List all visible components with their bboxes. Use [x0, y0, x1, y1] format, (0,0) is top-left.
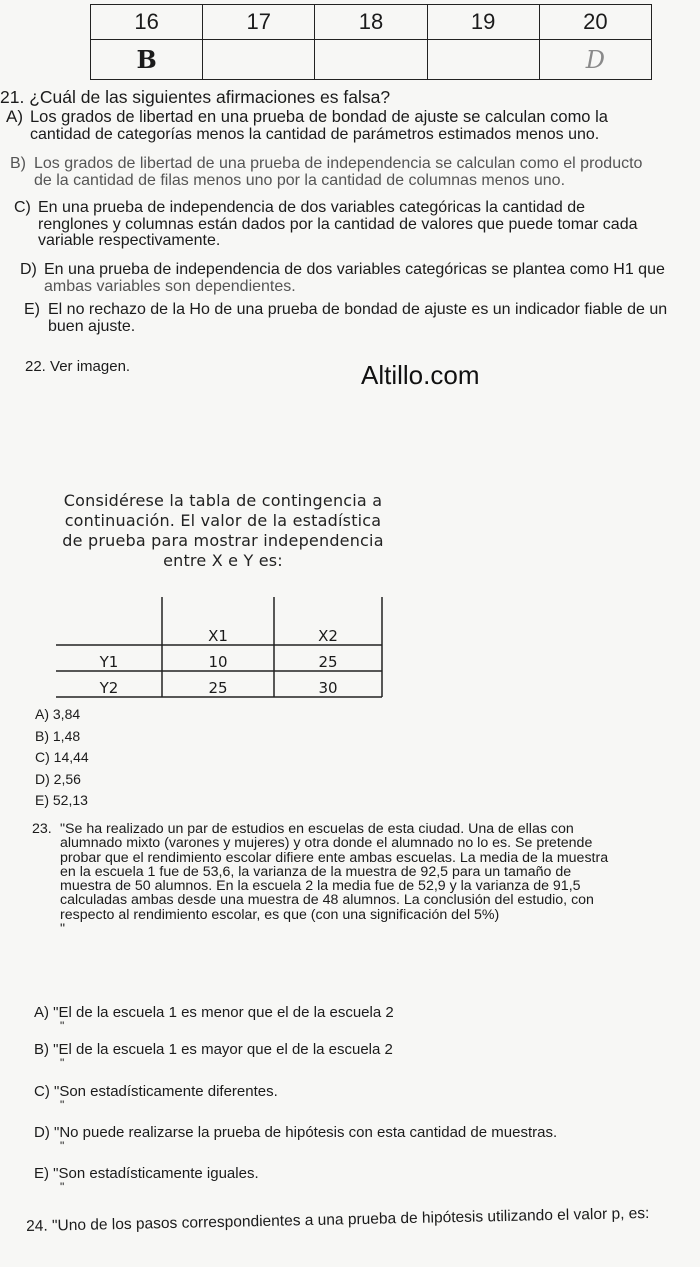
- q22-option: [35, 790, 89, 812]
- option-text: Los grados de libertad en una prueba de bondad de ajuste se calculan como la: [30, 108, 608, 126]
- option-text: "El de la escuela 1 es mayor que el de la escuela 2: [53, 1041, 393, 1058]
- option-text: buen ajuste.: [48, 317, 136, 335]
- option-label: D): [20, 261, 37, 278]
- question-text: "Uno de los pasos correspondientes a una prueba de hipótesis utilizando el valor p, es:: [51, 1204, 650, 1235]
- option-label: A): [6, 107, 23, 126]
- question-22: [25, 358, 130, 375]
- question-text: Ver imagen.: [50, 358, 131, 375]
- table-cell: 10: [208, 653, 228, 671]
- option-label: D): [34, 1124, 50, 1141]
- option-closing-quote: ": [60, 1019, 65, 1033]
- option-text: "El de la escuela 1 es menor que el de la escuela 2: [53, 1004, 394, 1021]
- question-text: ¿Cuál de las siguientes afirmaciones es falsa?: [29, 87, 391, 107]
- option-text: de la cantidad de filas menos uno por la cantidad de columnas menos uno.: [34, 171, 566, 189]
- q22-option: [35, 747, 89, 769]
- option-closing-quote: ": [60, 1098, 65, 1112]
- q21-option-d: [20, 262, 695, 295]
- grid-number: 20: [539, 5, 651, 40]
- grid-answer-mark: B: [91, 40, 203, 80]
- contingency-table: [56, 597, 382, 701]
- option-text: cantidad de categorías menos la cantidad de parámetros estimados menos uno.: [30, 125, 600, 143]
- table-header-row: [56, 597, 382, 649]
- table-header-cell: [56, 597, 162, 649]
- option-text: En una prueba de independencia de dos variables categóricas se plantea como H1 que: [44, 261, 665, 278]
- option-text: El no rechazo de la Ho de una prueba de bondad de ajuste es un indicador fiable de un: [48, 301, 668, 318]
- table-cell: Y2: [99, 679, 119, 697]
- q21-option-b: [10, 156, 690, 189]
- question-text-line: calculadas ambas desde una muestra de 48 alumnos. La conclusión del estudio, con: [60, 892, 594, 909]
- question-23-row: [32, 822, 672, 936]
- question-text-line: muestra de 50 alumnos. En la escuela 2 la media fue de 52,9 y la varianza de 91,5: [60, 878, 581, 895]
- option-label: A): [34, 1004, 49, 1021]
- option-label: A): [35, 706, 49, 722]
- image-text-line: entre X e Y es:: [163, 551, 283, 570]
- option-label: C): [14, 199, 31, 216]
- option-text: Los grados de libertad de una prueba de independencia se calculan como el producto: [34, 155, 643, 172]
- question-number: 23.: [32, 821, 52, 837]
- option-text: variable respectivamente.: [38, 232, 221, 249]
- option-closing-quote: ": [60, 1180, 65, 1194]
- question-text-line: alumnado mixto (varones y mujeres) y otra donde el alumnado no lo es. Se pretende: [60, 835, 593, 852]
- question-number: 21.: [0, 87, 25, 107]
- q23-option-d: [34, 1124, 557, 1151]
- option-text: "Son estadísticamente iguales.: [53, 1165, 259, 1182]
- option-label: C): [35, 749, 50, 765]
- q22-option: [35, 769, 89, 791]
- grid-number: 16: [91, 5, 203, 40]
- q23-option-c: [34, 1083, 278, 1110]
- table-header-cell: X2: [318, 627, 338, 645]
- option-text: 52,13: [52, 792, 88, 808]
- table-cell: 25: [318, 653, 338, 671]
- question-text-line: en la escuela 1 fue de 53,6, la varianza de la muestra de 92,5 para un tamaño de: [60, 863, 572, 880]
- question-21: [0, 88, 390, 107]
- option-closing-quote: ": [60, 1056, 65, 1070]
- option-label: D): [35, 770, 50, 787]
- option-text: "Son estadísticamente diferentes.: [54, 1083, 278, 1100]
- q22-option: [35, 726, 89, 748]
- table-cell: 25: [208, 679, 228, 697]
- image-text-line: Considérese la tabla de contingencia a: [63, 491, 383, 510]
- grid-number: 17: [203, 5, 315, 40]
- answer-grid: [90, 4, 652, 80]
- option-closing-quote: ": [60, 1139, 65, 1153]
- option-text: 1,48: [52, 727, 81, 744]
- question-text: [60, 822, 608, 936]
- grid-answer-mark: [203, 40, 315, 80]
- image-text-line: de prueba para mostrar independencia: [62, 531, 384, 550]
- option-label: B): [34, 1041, 49, 1058]
- table-header-cell: X1: [208, 627, 228, 645]
- q22-option: [35, 704, 89, 726]
- table-cell: Y1: [99, 653, 119, 671]
- answer-grid-marks-row: [91, 40, 652, 80]
- option-label: E): [34, 1165, 49, 1182]
- table-row: [56, 675, 382, 701]
- question-23: [32, 822, 672, 936]
- option-label: B): [35, 727, 49, 744]
- table-row: [56, 649, 382, 675]
- question-text-line: probar que el rendimiento escolar difiere ente ambas escuelas. La media de la muestra: [60, 849, 609, 866]
- table-cell: 30: [318, 679, 338, 697]
- option-text: 14,44: [53, 749, 89, 765]
- answer-grid-numbers-row: [91, 5, 652, 40]
- option-label: E): [35, 792, 49, 808]
- question-text-line: ": [60, 921, 66, 938]
- q21-option-c: [14, 200, 694, 250]
- image-text-line: continuación. El valor de la estadística: [64, 511, 382, 530]
- option-text: ambas variables son dependientes.: [44, 277, 296, 295]
- option-text: renglones y columnas están dados por la cantidad de valores que puede tomar cada: [38, 215, 638, 233]
- question-number: 22.: [25, 358, 46, 375]
- grid-number: 18: [315, 5, 427, 40]
- q23-option-a: [34, 1004, 394, 1031]
- watermark-text: Altillo.com: [361, 360, 480, 390]
- question-text-line: "Se ha realizado un par de estudios en escuelas de esta ciudad. Una de ellas con: [60, 821, 574, 837]
- q21-option-e: [24, 302, 694, 335]
- option-label: B): [10, 155, 26, 172]
- option-text: 2,56: [53, 770, 81, 787]
- option-label: C): [34, 1083, 50, 1100]
- grid-answer-mark: [315, 40, 427, 80]
- grid-number: 19: [427, 5, 539, 40]
- option-label: E): [24, 301, 40, 318]
- q22-options: [35, 704, 89, 812]
- grid-answer-mark: [427, 40, 539, 80]
- grid-answer-mark: D: [539, 40, 651, 80]
- option-text: "No puede realizarse la prueba de hipótesis con esta cantidad de muestras.: [54, 1124, 558, 1141]
- question-text-line: respecto al rendimiento escolar, es que (con una significación del 5%): [60, 906, 500, 923]
- question-24: [26, 1205, 666, 1236]
- question-image-text: [56, 491, 390, 571]
- q21-option-a: [6, 109, 686, 143]
- question-number: 24.: [26, 1217, 48, 1235]
- option-text: 3,84: [52, 706, 81, 722]
- q23-option-b: [34, 1041, 393, 1068]
- option-text: En una prueba de independencia de dos variables categóricas la cantidad de: [38, 199, 586, 216]
- q23-option-e: [34, 1165, 259, 1192]
